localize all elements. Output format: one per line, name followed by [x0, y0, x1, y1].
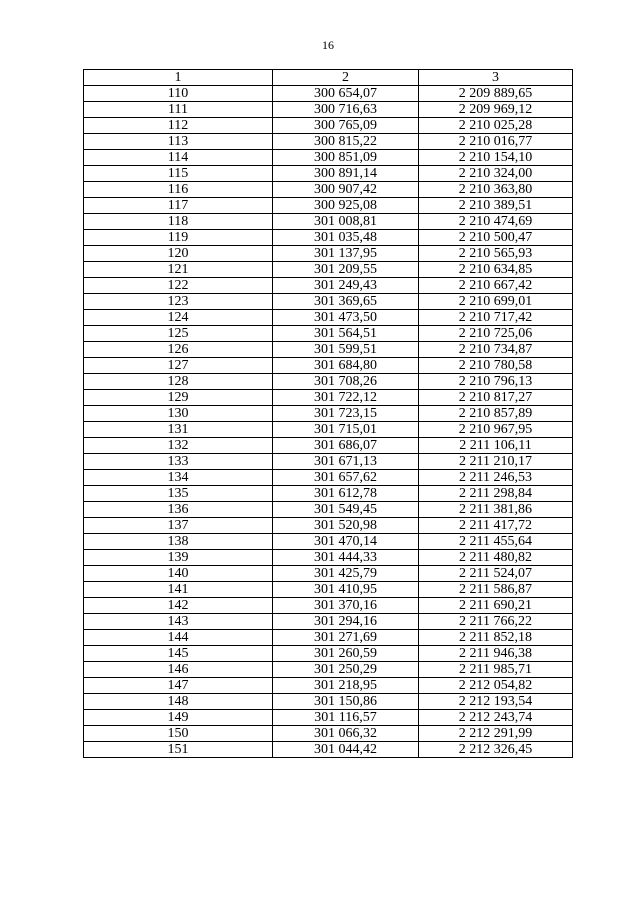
point-number-cell: 139: [84, 550, 273, 566]
y-coordinate-cell: 2 210 324,00: [419, 166, 573, 182]
x-coordinate-cell: 300 815,22: [273, 134, 419, 150]
x-coordinate-cell: 301 044,42: [273, 742, 419, 758]
table-row: [84, 438, 573, 454]
y-coordinate-cell: 2 210 363,80: [419, 182, 573, 198]
point-number-cell: 147: [84, 678, 273, 694]
table-row: [84, 694, 573, 710]
point-number-cell: 113: [84, 134, 273, 150]
point-number-cell: 130: [84, 406, 273, 422]
x-coordinate-cell: 300 716,63: [273, 102, 419, 118]
table-row: [84, 198, 573, 214]
table-row: [84, 614, 573, 630]
point-number-cell: 140: [84, 566, 273, 582]
point-number-cell: 118: [84, 214, 273, 230]
table-row: [84, 454, 573, 470]
point-number-cell: 131: [84, 422, 273, 438]
point-number-cell: 122: [84, 278, 273, 294]
y-coordinate-cell: 2 212 326,45: [419, 742, 573, 758]
table-row: [84, 422, 573, 438]
x-coordinate-cell: 301 425,79: [273, 566, 419, 582]
y-coordinate-cell: 2 211 106,11: [419, 438, 573, 454]
table-row: [84, 118, 573, 134]
x-coordinate-cell: 301 657,62: [273, 470, 419, 486]
x-coordinate-cell: 301 612,78: [273, 486, 419, 502]
point-number-cell: 149: [84, 710, 273, 726]
point-number-cell: 110: [84, 86, 273, 102]
table-row: [84, 710, 573, 726]
y-coordinate-cell: 2 210 025,28: [419, 118, 573, 134]
table-row: [84, 534, 573, 550]
x-coordinate-cell: 301 520,98: [273, 518, 419, 534]
x-coordinate-cell: 301 294,16: [273, 614, 419, 630]
x-coordinate-cell: 300 654,07: [273, 86, 419, 102]
y-coordinate-cell: 2 210 817,27: [419, 390, 573, 406]
x-coordinate-cell: 301 066,32: [273, 726, 419, 742]
x-coordinate-cell: 301 150,86: [273, 694, 419, 710]
point-number-cell: 128: [84, 374, 273, 390]
x-coordinate-cell: 301 708,26: [273, 374, 419, 390]
point-number-cell: 126: [84, 342, 273, 358]
x-coordinate-cell: 301 008,81: [273, 214, 419, 230]
y-coordinate-cell: 2 211 246,53: [419, 470, 573, 486]
y-coordinate-cell: 2 210 796,13: [419, 374, 573, 390]
x-coordinate-cell: 301 370,16: [273, 598, 419, 614]
x-coordinate-cell: 301 116,57: [273, 710, 419, 726]
y-coordinate-cell: 2 210 389,51: [419, 198, 573, 214]
table-header-row: [84, 70, 573, 86]
point-number-cell: 116: [84, 182, 273, 198]
table-row: [84, 262, 573, 278]
y-coordinate-cell: 2 211 946,38: [419, 646, 573, 662]
y-coordinate-cell: 2 210 857,89: [419, 406, 573, 422]
point-number-cell: 111: [84, 102, 273, 118]
point-number-cell: 138: [84, 534, 273, 550]
point-number-cell: 124: [84, 310, 273, 326]
table-row: [84, 726, 573, 742]
y-coordinate-cell: 2 212 243,74: [419, 710, 573, 726]
y-coordinate-cell: 2 210 634,85: [419, 262, 573, 278]
table-row: [84, 342, 573, 358]
column-header-3: 3: [419, 70, 573, 86]
table-row: [84, 646, 573, 662]
x-coordinate-cell: 301 715,01: [273, 422, 419, 438]
table-row: [84, 230, 573, 246]
table-row: [84, 86, 573, 102]
y-coordinate-cell: 2 211 417,72: [419, 518, 573, 534]
y-coordinate-cell: 2 210 565,93: [419, 246, 573, 262]
column-header-1: 1: [84, 70, 273, 86]
point-number-cell: 142: [84, 598, 273, 614]
x-coordinate-cell: 301 599,51: [273, 342, 419, 358]
table-row: [84, 518, 573, 534]
table-row: [84, 486, 573, 502]
y-coordinate-cell: 2 211 381,86: [419, 502, 573, 518]
x-coordinate-cell: 301 249,43: [273, 278, 419, 294]
y-coordinate-cell: 2 211 985,71: [419, 662, 573, 678]
x-coordinate-cell: 300 765,09: [273, 118, 419, 134]
table-row: [84, 326, 573, 342]
x-coordinate-cell: 301 723,15: [273, 406, 419, 422]
x-coordinate-cell: 301 209,55: [273, 262, 419, 278]
y-coordinate-cell: 2 211 766,22: [419, 614, 573, 630]
y-coordinate-cell: 2 212 193,54: [419, 694, 573, 710]
table-row: [84, 134, 573, 150]
y-coordinate-cell: 2 209 969,12: [419, 102, 573, 118]
y-coordinate-cell: 2 210 474,69: [419, 214, 573, 230]
point-number-cell: 133: [84, 454, 273, 470]
point-number-cell: 136: [84, 502, 273, 518]
x-coordinate-cell: 301 250,29: [273, 662, 419, 678]
x-coordinate-cell: 301 722,12: [273, 390, 419, 406]
point-number-cell: 150: [84, 726, 273, 742]
point-number-cell: 144: [84, 630, 273, 646]
y-coordinate-cell: 2 210 734,87: [419, 342, 573, 358]
table-row: [84, 278, 573, 294]
point-number-cell: 127: [84, 358, 273, 374]
table-row: [84, 374, 573, 390]
table-row: [84, 582, 573, 598]
y-coordinate-cell: 2 211 210,17: [419, 454, 573, 470]
y-coordinate-cell: 2 211 480,82: [419, 550, 573, 566]
point-number-cell: 114: [84, 150, 273, 166]
point-number-cell: 119: [84, 230, 273, 246]
point-number-cell: 115: [84, 166, 273, 182]
point-number-cell: 117: [84, 198, 273, 214]
table-row: [84, 214, 573, 230]
table-row: [84, 102, 573, 118]
y-coordinate-cell: 2 212 054,82: [419, 678, 573, 694]
table-row: [84, 566, 573, 582]
x-coordinate-cell: 301 444,33: [273, 550, 419, 566]
point-number-cell: 120: [84, 246, 273, 262]
y-coordinate-cell: 2 212 291,99: [419, 726, 573, 742]
table-row: [84, 166, 573, 182]
y-coordinate-cell: 2 210 154,10: [419, 150, 573, 166]
table-row: [84, 502, 573, 518]
x-coordinate-cell: 301 369,65: [273, 294, 419, 310]
table-row: [84, 294, 573, 310]
point-number-cell: 146: [84, 662, 273, 678]
point-number-cell: 151: [84, 742, 273, 758]
table-row: [84, 150, 573, 166]
point-number-cell: 129: [84, 390, 273, 406]
x-coordinate-cell: 301 035,48: [273, 230, 419, 246]
x-coordinate-cell: 301 218,95: [273, 678, 419, 694]
y-coordinate-cell: 2 211 852,18: [419, 630, 573, 646]
point-number-cell: 137: [84, 518, 273, 534]
point-number-cell: 141: [84, 582, 273, 598]
y-coordinate-cell: 2 210 725,06: [419, 326, 573, 342]
y-coordinate-cell: 2 210 717,42: [419, 310, 573, 326]
column-header-2: 2: [273, 70, 419, 86]
table-row: [84, 246, 573, 262]
point-number-cell: 132: [84, 438, 273, 454]
x-coordinate-cell: 301 470,14: [273, 534, 419, 550]
x-coordinate-cell: 301 260,59: [273, 646, 419, 662]
coordinates-table: [83, 69, 573, 758]
table-row: [84, 358, 573, 374]
table-row: [84, 470, 573, 486]
table-row: [84, 390, 573, 406]
x-coordinate-cell: 301 684,80: [273, 358, 419, 374]
x-coordinate-cell: 301 137,95: [273, 246, 419, 262]
x-coordinate-cell: 301 686,07: [273, 438, 419, 454]
point-number-cell: 148: [84, 694, 273, 710]
y-coordinate-cell: 2 211 586,87: [419, 582, 573, 598]
y-coordinate-cell: 2 209 889,65: [419, 86, 573, 102]
x-coordinate-cell: 300 907,42: [273, 182, 419, 198]
table-row: [84, 662, 573, 678]
x-coordinate-cell: 301 473,50: [273, 310, 419, 326]
table-row: [84, 310, 573, 326]
table-row: [84, 678, 573, 694]
x-coordinate-cell: 301 671,13: [273, 454, 419, 470]
y-coordinate-cell: 2 211 455,64: [419, 534, 573, 550]
table-row: [84, 550, 573, 566]
table-row: [84, 182, 573, 198]
point-number-cell: 121: [84, 262, 273, 278]
y-coordinate-cell: 2 210 699,01: [419, 294, 573, 310]
x-coordinate-cell: 300 851,09: [273, 150, 419, 166]
point-number-cell: 135: [84, 486, 273, 502]
x-coordinate-cell: 301 549,45: [273, 502, 419, 518]
y-coordinate-cell: 2 211 690,21: [419, 598, 573, 614]
y-coordinate-cell: 2 210 500,47: [419, 230, 573, 246]
point-number-cell: 134: [84, 470, 273, 486]
y-coordinate-cell: 2 210 667,42: [419, 278, 573, 294]
table-row: [84, 406, 573, 422]
table-row: [84, 630, 573, 646]
table-row: [84, 598, 573, 614]
point-number-cell: 145: [84, 646, 273, 662]
point-number-cell: 112: [84, 118, 273, 134]
point-number-cell: 143: [84, 614, 273, 630]
x-coordinate-cell: 301 564,51: [273, 326, 419, 342]
y-coordinate-cell: 2 210 967,95: [419, 422, 573, 438]
page-number: 16: [322, 38, 334, 52]
table-body: [84, 86, 573, 758]
x-coordinate-cell: 300 891,14: [273, 166, 419, 182]
x-coordinate-cell: 300 925,08: [273, 198, 419, 214]
point-number-cell: 123: [84, 294, 273, 310]
y-coordinate-cell: 2 210 780,58: [419, 358, 573, 374]
y-coordinate-cell: 2 211 298,84: [419, 486, 573, 502]
x-coordinate-cell: 301 410,95: [273, 582, 419, 598]
point-number-cell: 125: [84, 326, 273, 342]
table-row: [84, 742, 573, 758]
y-coordinate-cell: 2 210 016,77: [419, 134, 573, 150]
x-coordinate-cell: 301 271,69: [273, 630, 419, 646]
y-coordinate-cell: 2 211 524,07: [419, 566, 573, 582]
